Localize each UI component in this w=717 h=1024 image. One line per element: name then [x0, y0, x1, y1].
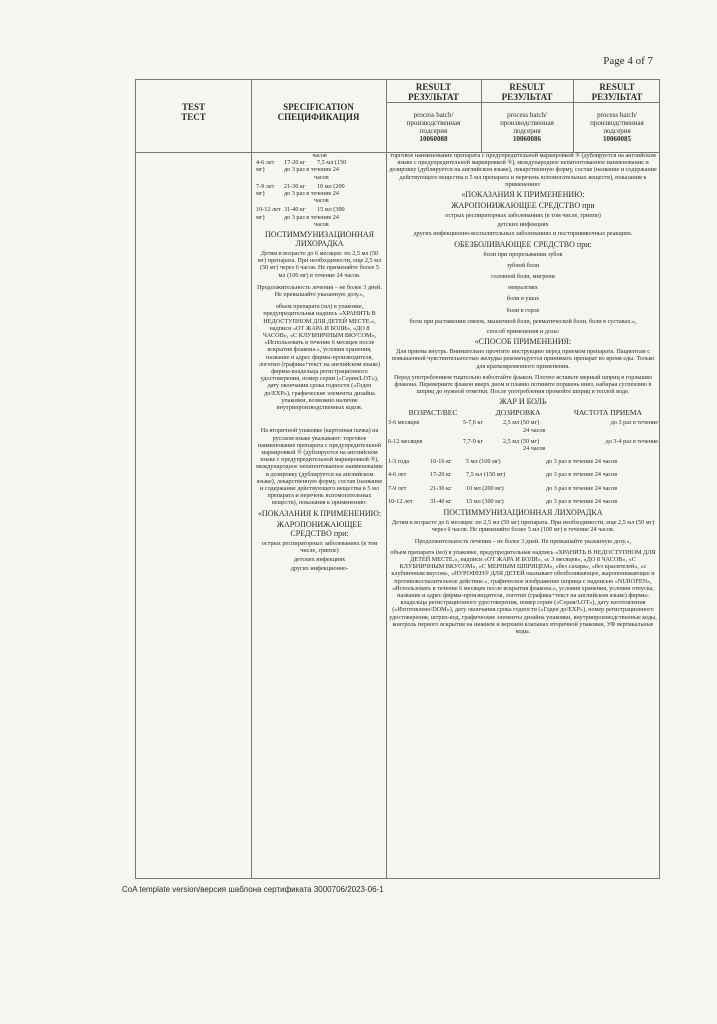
page-number: Page 4 of 7 [603, 55, 653, 67]
left-paragraph: На вторичной упаковке (картонная пачка) на русском языке указывают: торговое наименование препарата с предупредительной маркировкой ® (дублируется на английском языке с предупредительной маркировкой ®), международное непатентованное наименование и дозировку (дублируется на английском языке), лекарственную форму, состав (название и содержание действующего вещества в 5 мл препарата и перечень вспомогательных веществ), показания к применению: [256, 427, 383, 507]
certificate-table [135, 79, 660, 879]
dose-table-row: 4-6 лет 17-20 кг 7,5 мл (150 мг) до 3 раз в течение 24 часов [388, 471, 618, 479]
right-paragraph: объем препарата (мл) в упаковке, предупредительная надпись «ХРАНИТЬ В НЕДОСТУПНОМ ДЛЯ ДЕТЕЙ МЕСТЕ.», надписи «ОТ ЖАРА И БОЛИ», «с 3 месяцев», «ДО 8 ЧАСОВ», «С КЛУБНИЧНЫМ ВКУСОМ», «С МЕРНЫМ ШПРИЦЕМ», «без сахара», «без красителей», «с клубничным вкусом», «НУРОФЕН® ДЛЯ ДЕТЕЙ оказывает обезболивающее, жаропонижающее и противовоспалительное действие.», графическое изображение шприца с надписью «NUROFEN», «Использовать в течение 6 месяцев после вскрытия флакона.», условия хранения, условия отпуска, название и адрес фирмы-производителя, логотип (графика+текст на английском языке) фирмы-владельца регистрационного удостоверения, номер серии («Серия/LOT»), дату изготовления («Изготовлено/DOM»), дату окончания срока годности («Годен до/EXP»), номер регистрационного удостоверения, штрих-код, графические элементы дизайна упаковки, внутрипроизводственные коды, контроль первого вскрытия на нижнем и верхнем клапанах вторичной упаковки, УФ вертикальные коды. [389, 548, 657, 635]
left-paragraph: объем препарата (мл) в упаковке, предупредительная надпись «ХРАНИТЬ В НЕДОСТУПНОМ ДЛЯ ДЕТЕЙ МЕСТЕ.», надписи «ОТ ЖАРА И БОЛИ», «ДО 8 ЧАСОВ», «С КЛУБНИЧНЫМ ВКУСОМ», «Использовать в течение 6 месяцев после вскрытия флакона.», условия хранения, название и адрес фирмы-производителя, логотип (графика+текст на английском языке) фирмы-владельца регистрационного удостоверения, номер серии («Серия/LOT»), дату окончания срока годности («Годен до/EXP»), графические элементы дизайна упаковки, возможно наличие внутрипроизводственных кодов. [258, 303, 381, 412]
dose-table-row: 1-3 года 10-16 кг 5 мл (100 мг) до 3 раз в течение 24 часов [388, 458, 618, 466]
dose-table-row: 3-6 месяцев 5-7,6 кг 2,5 мл (50 мг) до 3 раз в течение 24 часов [388, 419, 658, 434]
specification-column: часов 4-6 лет 17-20 кг 7,5 мл (150 мг) до 3 раз в течение 24 часов 7-9 лет 21-30 кг 10 мл (200 мг) до 3 раз в течение 24 часов 10-12 лет 31-40 кг 15 мл (300 мг) до 3 раз в течение 24 часов ПОСТИММУНИЗАЦИОННАЯ ЛИХОРАДКА Детям в возрасте до 6 месяцев: по 2,5 мл (50 мг) препарата. При необходимости, еще 2,5 мл (50 мг) через 6 часов. Не применяйте более 5 мл (100 мг) в течение 24 часов. Продолжительность лечения – не более 3 дней. Не превышайте указанную дозу.», объем препарата (мл) в упаковке, предупредительная надпись «ХРАНИТЬ В НЕДОСТУПНОМ ДЛЯ ДЕТЕЙ МЕСТЕ.», надписи «ОТ ЖАРА И БОЛИ», «ДО 8 ЧАСОВ», «С КЛУБНИЧНЫМ ВКУСОМ», «Использовать в течение 6 месяцев после вскрытия флакона.», условия хранения, название и адрес фирмы-производителя, логотип (графика+текст на английском языке) фирмы-владельца регистрационного удостоверения, номер серии («Серия/LOT»), дату окончания срока годности («Годен до/EXP»), графические элементы дизайна упаковки, возможно наличие внутрипроизводственных кодов. На вторичной упаковке (картонная пачка) на русском языке указывают: торговое наименование препарата с предупредительной маркировкой ® (дублируется на английском языке с предупредительной маркировкой ®), международное непатентованное наименование и дозировку (дублируется на английском языке), лекарственную форму, состав (название и содержание действующего вещества в 5 мл препарата и перечень вспомогательных веществ), показания к применению: «ПОКАЗАНИЯ К ПРИМЕНЕНИЮ: ЖАРОПОНИЖАЮЩЕЕ СРЕДСТВО при: острых респираторных заболеваниях (в том числе, гриппе) детских инфекциях других инфекционно- [256, 152, 383, 573]
pain-item: невралгиях [508, 284, 538, 292]
right-heading-fever-pain: ЖАР И БОЛЬ [499, 397, 547, 407]
dose-table-row: 10-12 лет 31-40 кг 15 мл (300 мг) до 3 раз в течение 24 часов [388, 497, 618, 505]
left-paragraph: острых респираторных заболеваниях (в том числе, гриппе) [261, 539, 378, 554]
right-heading-method: «СПОСОБ ПРИМЕНЕНИЯ: [474, 337, 572, 347]
right-paragraph: острых респираторных заболеваниях (в том числе, гриппе) [445, 212, 601, 220]
right-heading-analgesic: ОБЕЗБОЛИВАЮЩЕЕ СРЕДСТВО при: [454, 239, 592, 249]
results-column [388, 152, 658, 637]
pain-item: боли в ушах [506, 295, 540, 303]
right-heading-indications: «ПОКАЗАНИЯ К ПРИМЕНЕНИЮ: [461, 190, 585, 200]
left-paragraph: Детям в возрасте до 6 месяцев: по 2,5 мл (50 мг) препарата. При необходимости, еще 2,5 мл (50 мг) через 6 часов. Не применяйте более 5 мл (100 мг) в течение 24 часов. [257, 250, 382, 279]
left-dose-row: 4-6 лет 17-20 кг 7,5 мл (150 мг) до 3 раз в течение 24 часов [256, 159, 347, 181]
right-paragraph: торговое наименование препарата с предупредительной маркировкой ® (дублируется на английском языке с предупредительной маркировкой ®), международное непатентованное наименование и дозировку (дублируется на английском языке), лекарственную форму, состав (название и содержание действующего вещества в 5 мл препарата и перечень вспомогательных веществ), показания к применению: [389, 152, 657, 188]
pain-item: боли в горле [506, 306, 540, 314]
dose-table-row: 6-12 месяцев 7,7-9 кг 2,5 мл (50 мг) до 3-4 раз в течение 24 часов [388, 437, 658, 453]
result-header-3: RESULT РЕЗУЛЬТАТ [591, 82, 643, 102]
result-header-2: RESULT РЕЗУЛЬТАТ [501, 82, 553, 102]
dose-table-row: 7-9 лет 21-30 кг 10 мл (200 мг) до 3 раз в течение 24 часов [388, 484, 618, 492]
right-paragraph: Для приема внутрь. Внимательно прочтите инструкцию перед приемом препарата. Пациентам с повышенной чувствительностью желудка рекомендуется принимать препарат во время еды. Только для кратковременного применения. [391, 348, 655, 370]
right-paragraph: Перед употреблением тщательно взболтайте флакон. Плотно вставьте мерный шприц в горлышко флакона. Переверните флакон вверх дном и плавно потяните поршень вниз, набирая суспензию в шприц до нужной отметки. После употребления промойте шприц в теплой воде. [393, 373, 653, 396]
batch-1: process batch/ производственная подсерия 10060088 [406, 111, 461, 143]
right-paragraph: других инфекционно-воспалительных заболеваниях и постпрививочных реакциях. [413, 230, 633, 238]
pain-item: зубной боли [506, 261, 540, 269]
left-heading-postimmunization: ПОСТИММУНИЗАЦИОННАЯ ЛИХОРАДКА [265, 230, 374, 249]
left-paragraph: Продолжительность лечения – не более 3 дней. Не превышайте указанную дозу.», [257, 283, 382, 299]
right-heading-antipyretic: ЖАРОПОНИЖАЮЩЕЕ СРЕДСТВО при [451, 201, 595, 211]
right-paragraph: Продолжительность лечения – не более 3 дней. Не превышайте указанную дозу.», [414, 537, 632, 545]
right-paragraph: Детям в возрасте до 6 месяцев: по 2,5 мл (50 мг) препарата. При необходимости, еще 2,5 мл (50 мг) через 6 часов. Не применяйте более 5 мл (100 мг) в течение 24 часов. [391, 519, 655, 534]
left-paragraph: детских инфекциях [293, 555, 346, 563]
left-paragraph: других инфекционно- [290, 565, 349, 573]
specification-header: SPECIFICATION СПЕЦИФИКАЦИЯ [277, 102, 360, 122]
left-heading-indications: «ПОКАЗАНИЯ К ПРИМЕНЕНИЮ: [257, 508, 382, 518]
pain-item: головной боли, мигрени [491, 273, 555, 281]
left-heading-antipyretic: ЖАРОПОНИЖАЮЩЕЕ СРЕДСТВО при: [276, 519, 363, 538]
result-header-1: RESULT РЕЗУЛЬТАТ [408, 82, 459, 102]
test-header: TEST ТЕСТ [181, 102, 206, 122]
batch-2: process batch/ производственная подсерия 10060086 [500, 111, 554, 143]
right-paragraph: способ применения и дозы: [486, 328, 560, 336]
template-version-footer: CoA template version/версия шаблона сертификата 3000706/2023-06-1 [122, 885, 384, 894]
right-paragraph: боли при растяжении связок, мышечной боли, ревматической боли, боли в суставах.», [409, 317, 637, 325]
pain-item: боли при прорезывании зубов [483, 250, 563, 258]
left-dose-row: 10-12 лет 31-40 кг 15 мл (300 мг) до 3 раз в течение 24 часов [256, 206, 345, 228]
left-dose-row: 7-9 лет 21-30 кг 10 мл (200 мг) до 3 раз в течение 24 часов [256, 182, 345, 205]
batch-3: process batch/ производственная подсерия 10060085 [590, 111, 644, 143]
right-paragraph: детских инфекциях [497, 221, 549, 229]
right-heading-postimmunization: ПОСТИММУНИЗАЦИОННАЯ ЛИХОРАДКА [443, 508, 603, 518]
dose-table-header: ВОЗРАСТ/ВЕС ДОЗИРОВКА ЧАСТОТА ПРИЕМА [408, 408, 642, 418]
